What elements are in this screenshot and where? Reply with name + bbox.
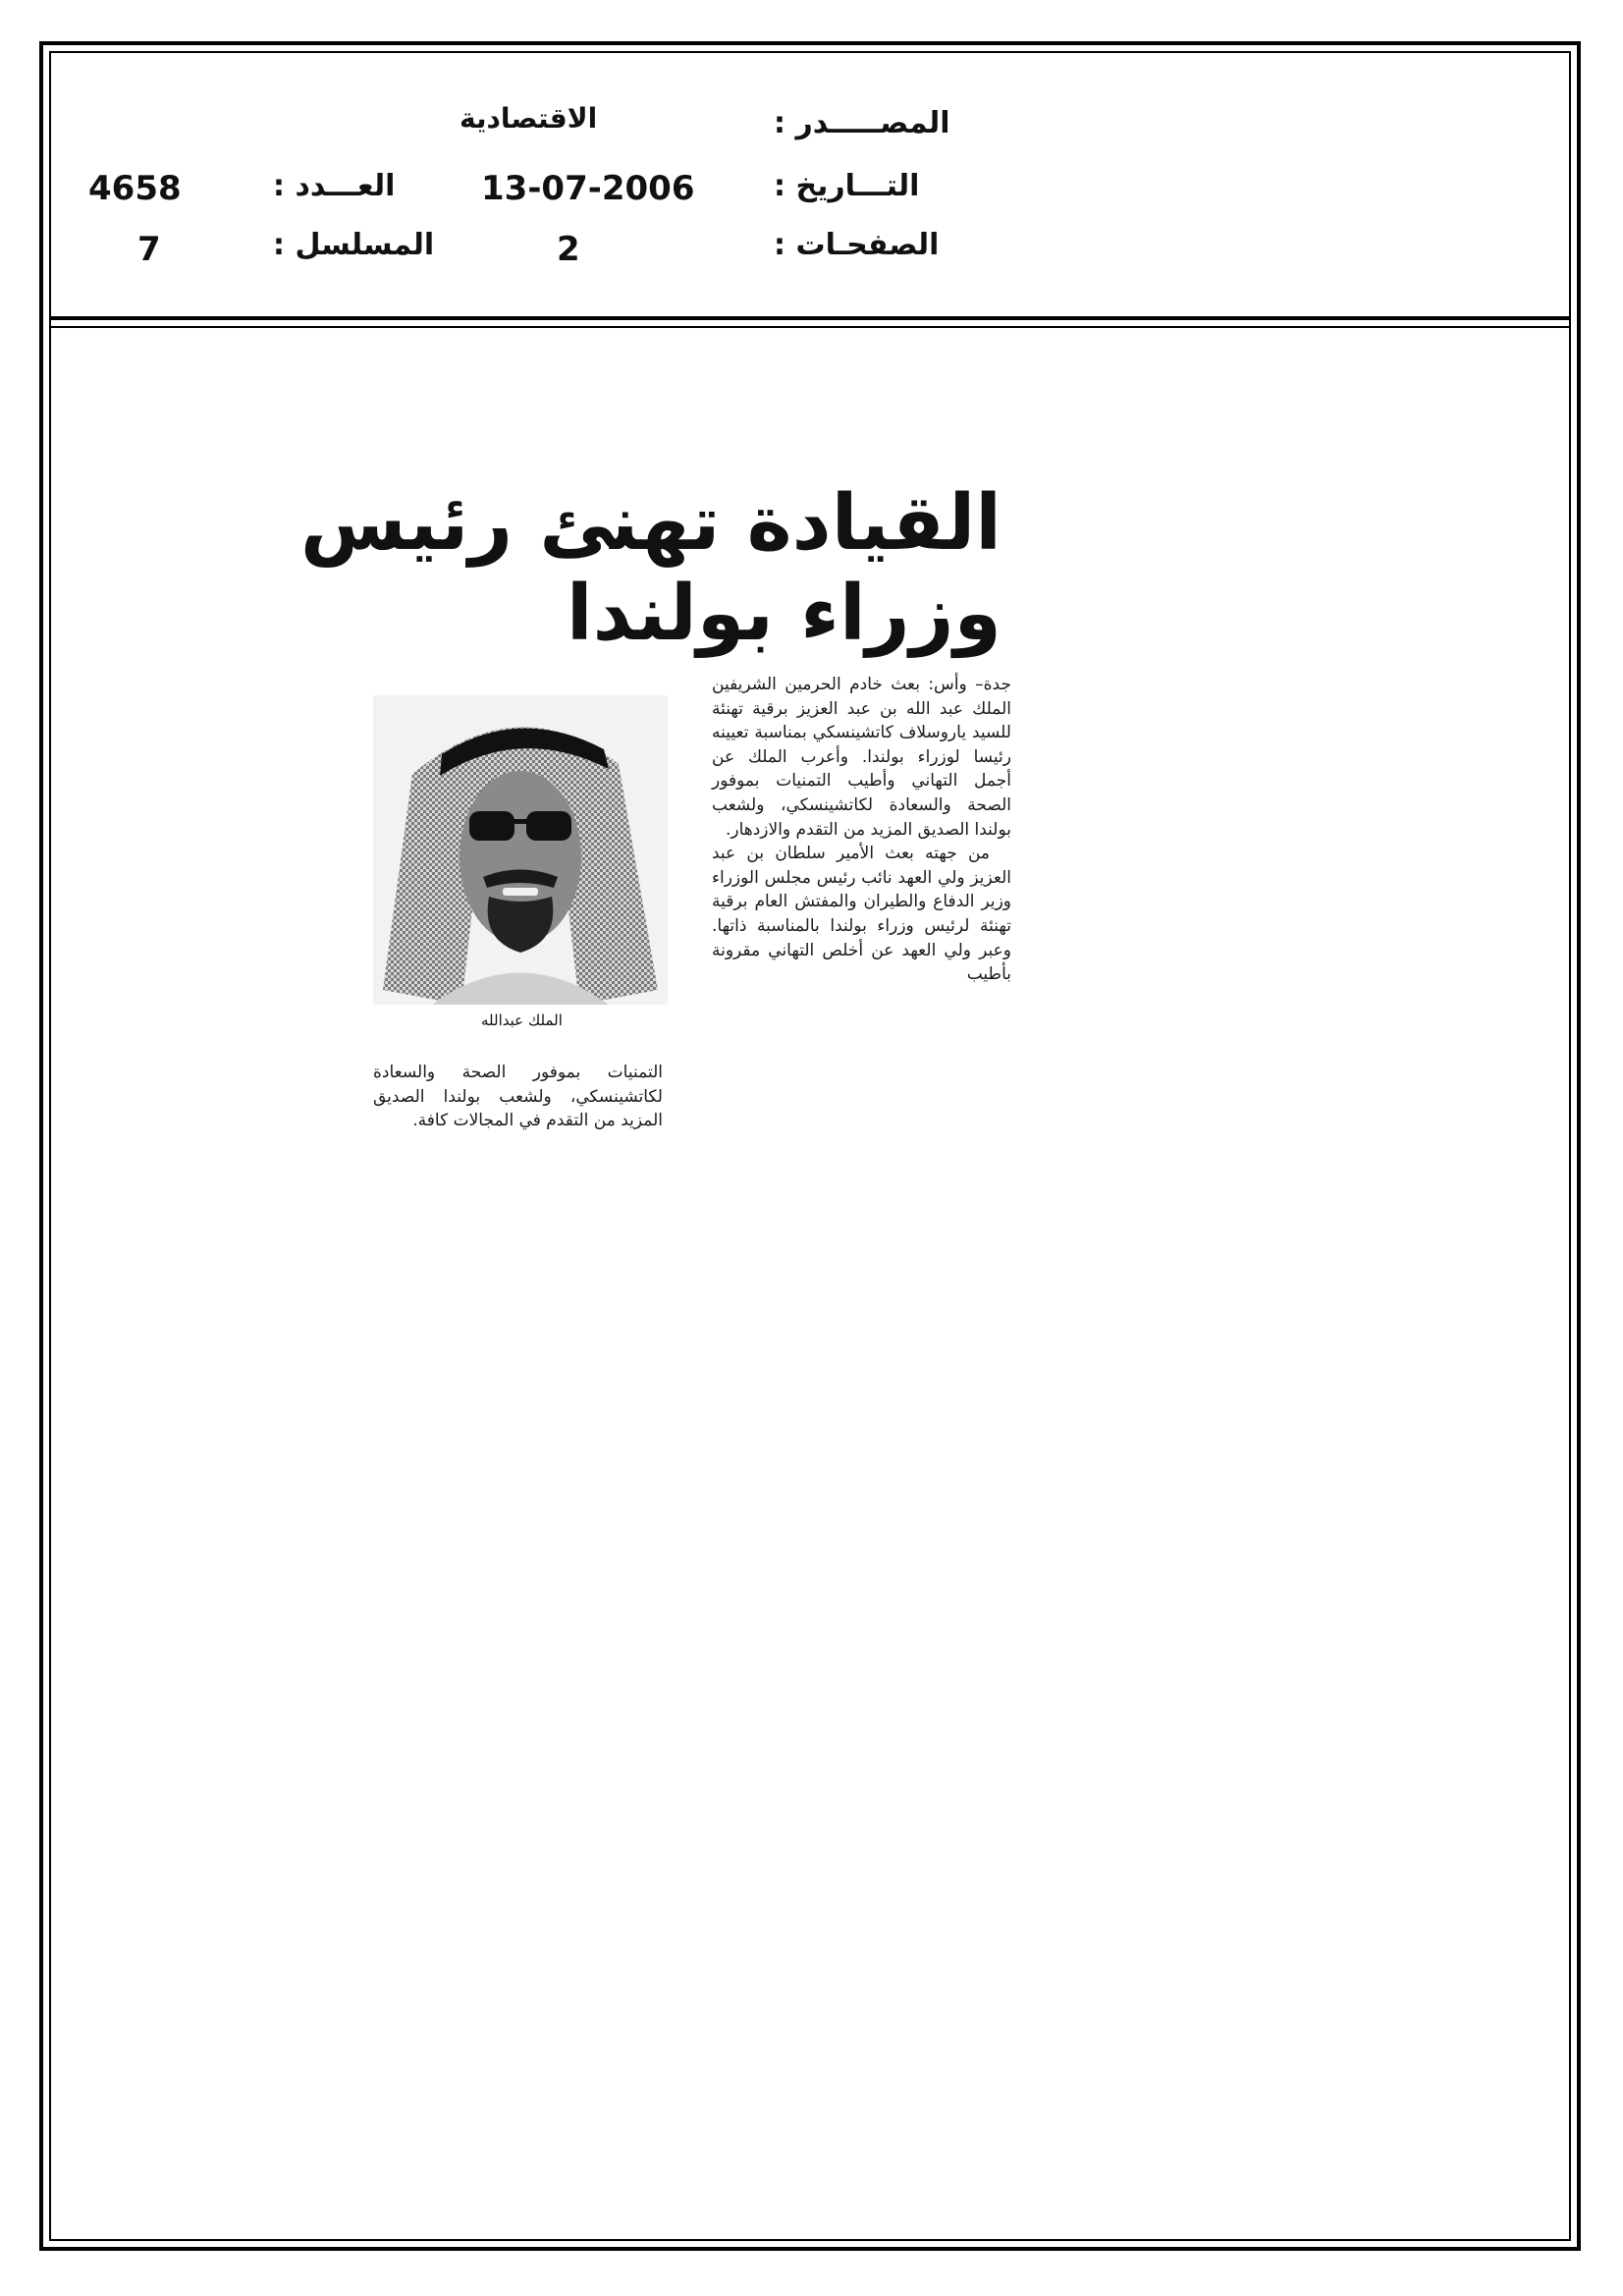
header-divider-thin (49, 326, 1571, 328)
source-value: الاقتصادية (460, 102, 598, 135)
header-divider (49, 316, 1571, 320)
article-paragraph-1: جدة– وأس: بعث خادم الحرمين الشريفين الملك عبد الله بن عبد العزيز برقية تهنئة للسيد ياروسلاف كاتشينسكي بمناسبة تعيينه رئيسا لوزراء بولندا. وأعرب الملك عن أجمل التهاني وأطيب التمنيات بموفور الصحة والسعادة لكاتشينسكي، ولشعب بولندا الصديق المزيد من التقدم والازدهار. (712, 675, 1011, 840)
article-column-right (712, 673, 1011, 987)
date-label: التـــاريخ : (774, 169, 920, 203)
headline-line-2: وزراء بولندا (566, 570, 1001, 658)
date-value: 13-07-2006 (481, 169, 695, 208)
source-label: المصـــــدر : (774, 106, 950, 140)
portrait-illustration (373, 695, 668, 1005)
issue-value: 4658 (88, 169, 182, 208)
photo-caption-text: الملك عبدالله (481, 1011, 563, 1029)
article-paragraph-2: من جهته بعث الأمير سلطان بن عبد العزيز ولي العهد نائب رئيس مجلس الوزراء وزير الدفاع والطيران والمفتش العام برقية تهنئة لرئيس وزراء بولندا بالمناسبة ذاتها. وعبر ولي العهد عن أخلص التهاني مقرونة بأطيب (712, 844, 1011, 985)
pages-value: 2 (557, 230, 580, 269)
article-paragraph-3: التمنيات بموفور الصحة والسعادة لكاتشينسكي، ولشعب بولندا الصديق المزيد من التقدم في المجالات كافة. (373, 1063, 663, 1131)
issue-label: العـــدد : (273, 169, 396, 203)
serial-value: 7 (137, 230, 161, 269)
serial-label: المسلسل : (273, 228, 435, 262)
photo-caption (373, 1011, 668, 1029)
news-clipping (299, 471, 1021, 1198)
pages-label: الصفحـات : (774, 228, 940, 262)
headline-line-1: القيادة تهنئ رئيس (299, 479, 1001, 568)
portrait-photo (373, 695, 668, 1005)
article-column-left (373, 1061, 663, 1133)
